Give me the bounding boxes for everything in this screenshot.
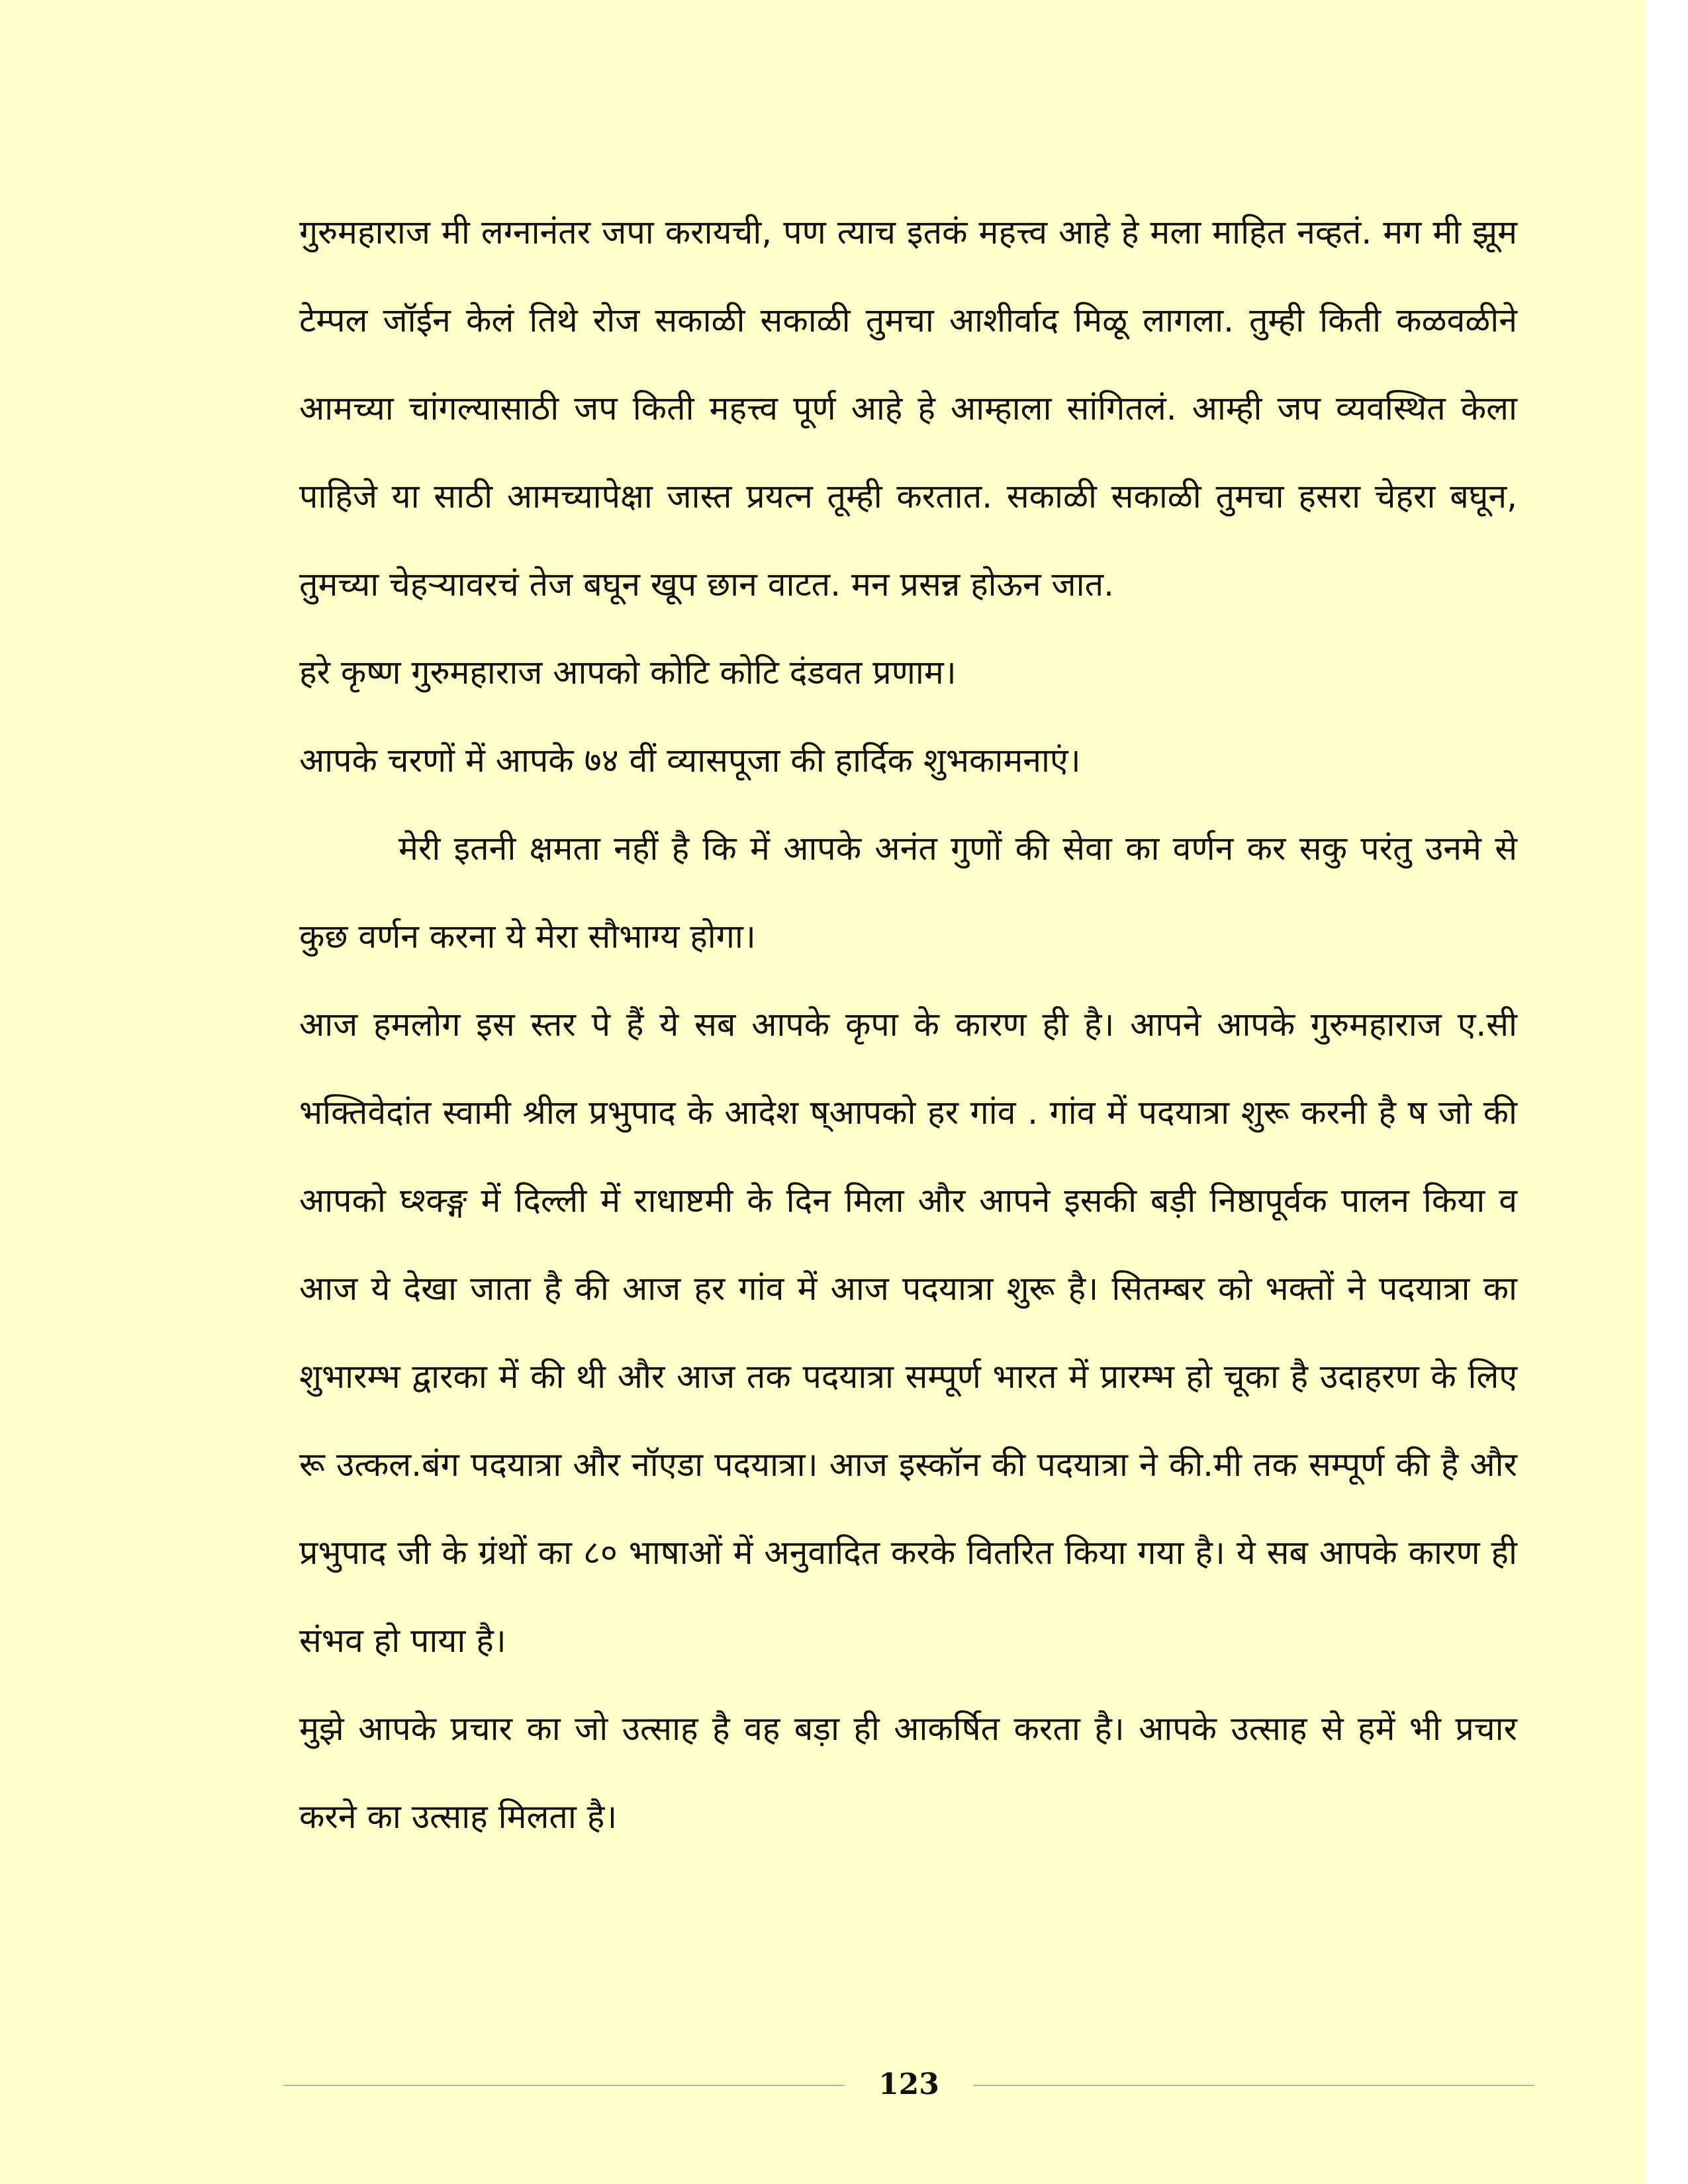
paragraph-greeting: हरे कृष्ण गुरुमहाराज आपको कोटि कोटि दंडवत प्रणाम।	[299, 653, 957, 692]
page-number: 123	[878, 2068, 939, 2101]
paragraph-marathi-japa: गुरुमहाराज मी लग्नानंतर जपा करायची, पण त्याच इतकं महत्त्व आहे हे मला माहित नव्हतं. मग मी झूम टेम्पल जॉईन केलं तिथे रोज सकाळी सकाळी तुमचा आशीर्वाद मिळू लागला. तुम्ही किती कळवळीने आमच्या चांगल्यासाठी जप किती महत्त्व पूर्ण आहे हे आम्हाला सांगितलं. आम्ही जप व्यवस्थित केला पाहिजे या साठी आमच्यापेक्षा जास्त प्रयत्न तूम्ही करतात. सकाळी सकाळी तुमचा हसरा चेहरा बघून, तुमच्या चेहऱ्यावरचं तेज बघून खूप छान वाटत. मन प्रसन्न होऊन जात.	[299, 213, 1517, 604]
paragraph-preaching-enthusiasm: मुझे आपके प्रचार का जो उत्साह है वह बड़ा ही आकर्षित करता है। आपके उत्साह से हमें भी प्रचार करने का उत्साह मिलता है।	[299, 1709, 1517, 1836]
paragraph-vyasa-puja-wishes: आपके चरणों में आपके ७४ वीं व्यासपूजा की हार्दिक शुभकामनाएं।	[299, 741, 1081, 780]
document-body	[299, 189, 1517, 1861]
paragraph-qualities: मेरी इतनी क्षमता नहीं है कि में आपके अनंत गुणों की सेवा का वर्णन कर सकु परंतु उनमे से कुछ वर्णन करना ये मेरा सौभाग्य होगा।	[299, 829, 1517, 956]
page-footer	[283, 2065, 1534, 2105]
paragraph-padayatra: आज हमलोग इस स्तर पे हैं ये सब आपके कृपा के कारण ही है। आपने आपके गुरुमहाराज ए.सी भक्तिवेदांत स्वामी श्रील प्रभुपाद के आदेश ष्आपको हर गांव . गांव में पदयात्रा शुरू करनी है ष जो की आपको घ्श्क्ङ्ग में दिल्ली में राधाष्टमी के दिन मिला और आपने इसकी बड़ी निष्ठापूर्वक पालन किया व आज ये देखा जाता है की आज हर गांव में आज पदयात्रा शुरू है। सितम्बर को भक्तों ने पदयात्रा का शुभारम्भ द्वारका में की थी और आज तक पदयात्रा सम्पूर्ण भारत में प्रारम्भ हो चूका है उदाहरण के लिए रू उत्कल.बंग पदयात्रा और नॉएडा पदयात्रा। आज इस्कॉन की पदयात्रा ने की.मी तक सम्पूर्ण की है और प्रभुपाद जी के ग्रंथों का ८० भाषाओं में अनुवादित करके वितरित किया गया है। ये सब आपके कारण ही संभव हो पाया है।	[299, 1005, 1517, 1660]
footer-rule-right	[973, 2085, 1534, 2086]
